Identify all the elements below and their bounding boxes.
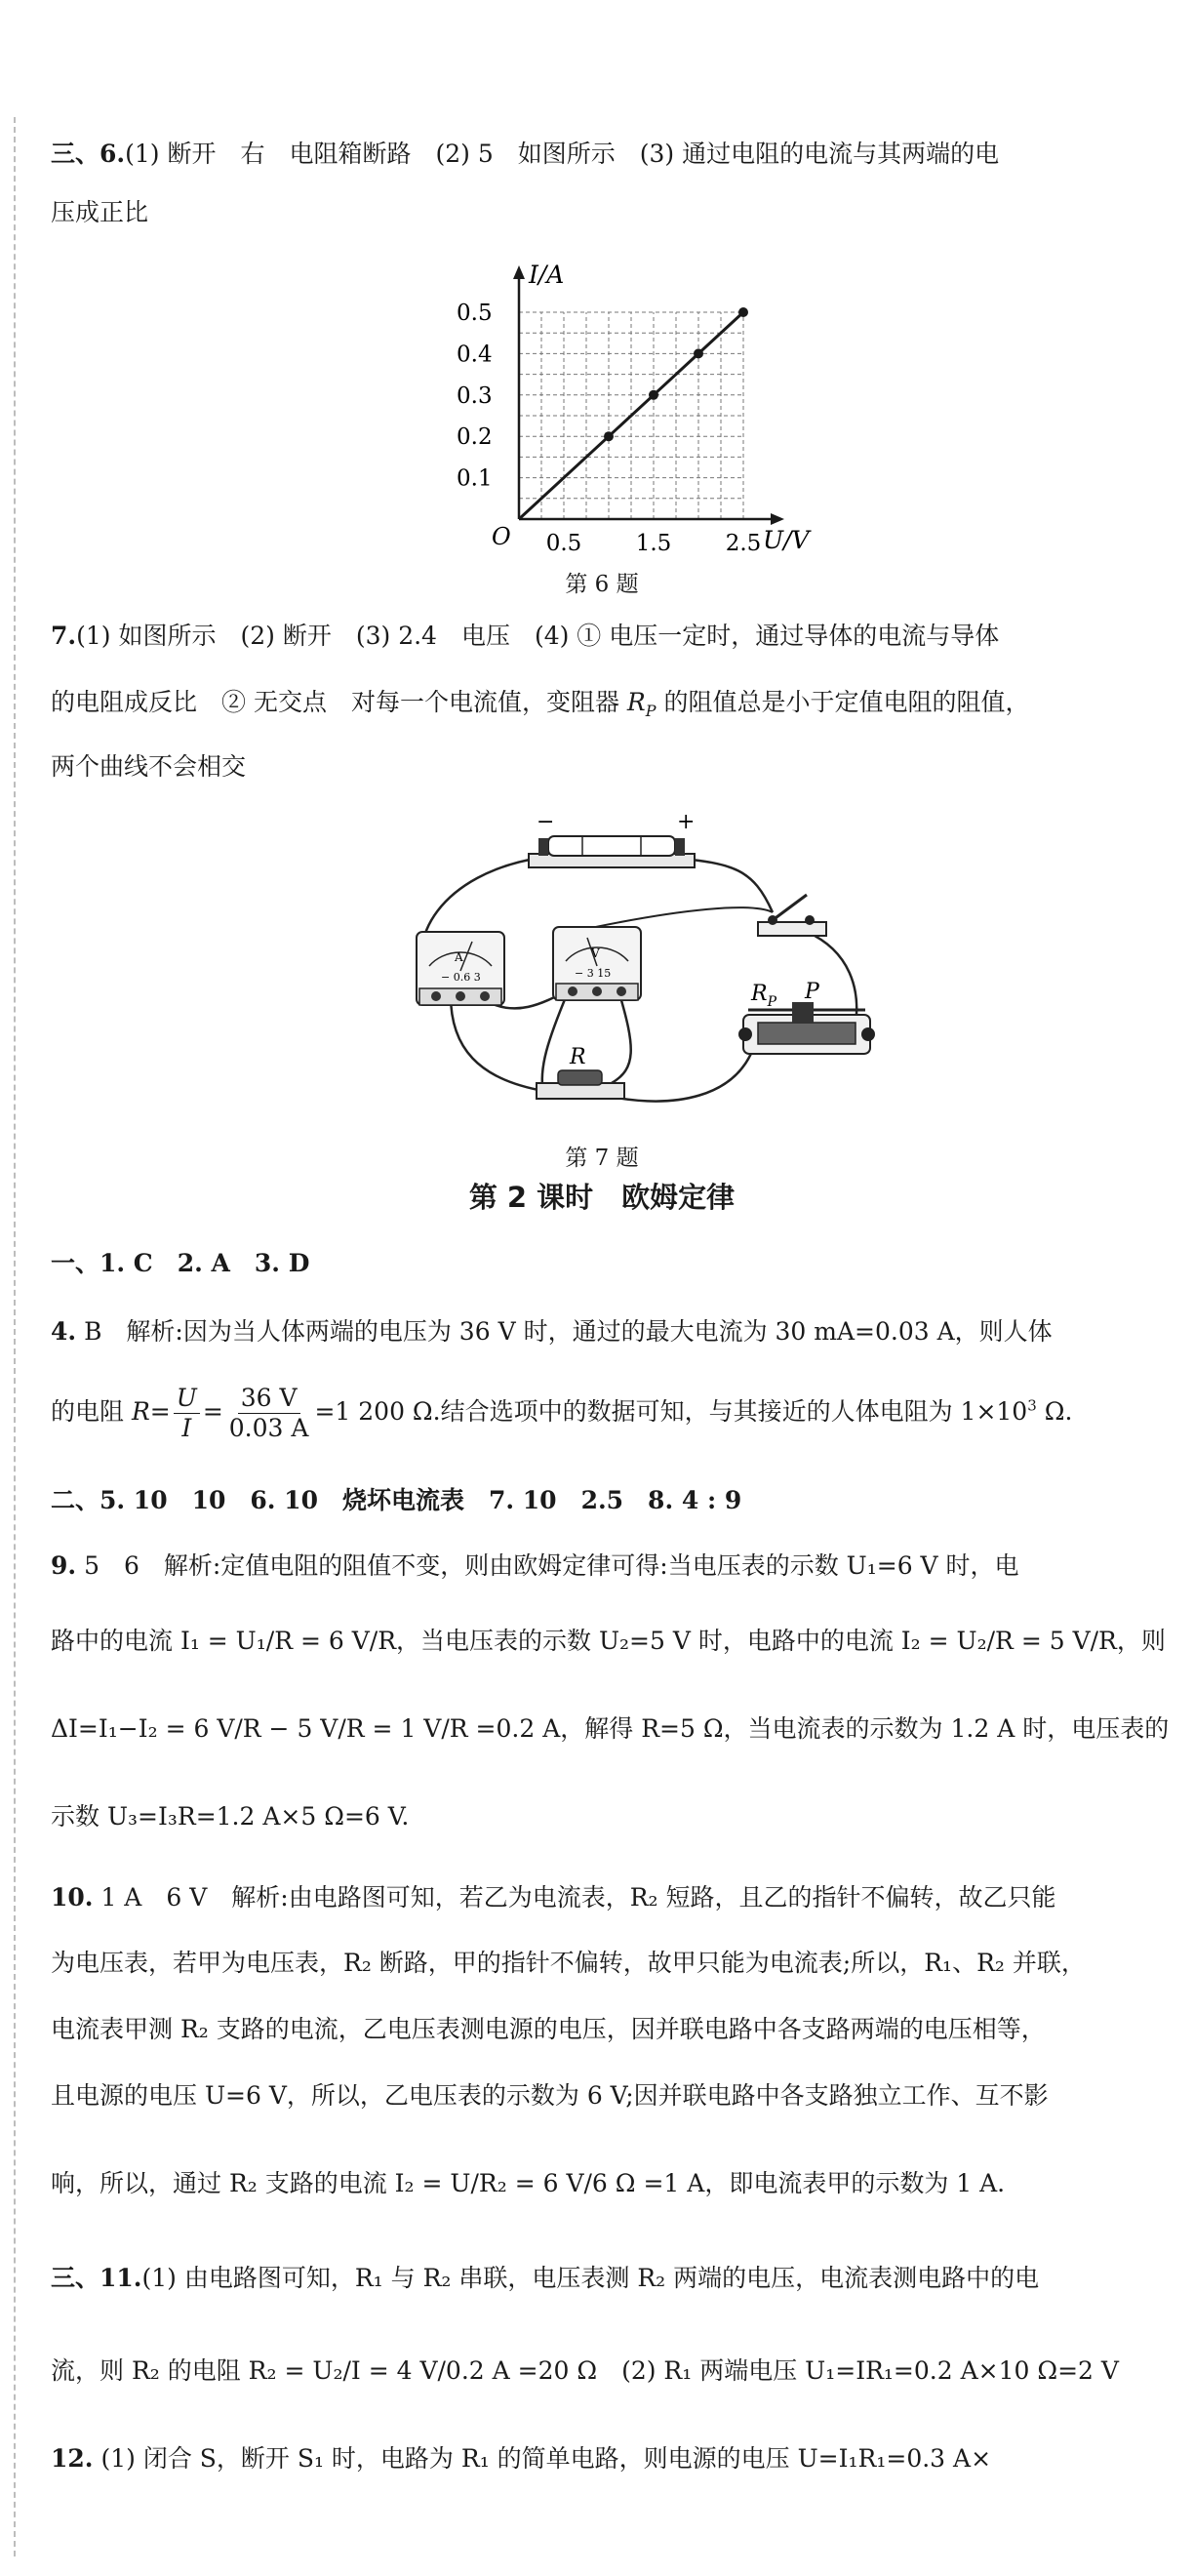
ammeter-terminals: − 0.6 3 [441, 971, 481, 984]
a9-line-2: 路中的电流 I₁ = U₁/R = 6 V/R，当电压表的示数 U₂=5 V 时，电路中的电流 I₂ = U₂/R = 5 V/R，则 [51, 1627, 1166, 1655]
a4-text-1: B 解析:因为当人体两端的电压为 36 V 时，通过的最大电流为 30 mA=0.03 A，则人体 [84, 1317, 1053, 1346]
a10-line-2: 为电压表，若甲为电压表，R₂ 断路，甲的指针不偏转，故甲只能为电流表;所以，R₁、R₂ 并联， [51, 1949, 1086, 1977]
q7-line-3: 两个曲线不会相交 [51, 752, 247, 781]
x-tick-label: 0.5 [545, 531, 582, 556]
wire-ammeter-resistor [451, 995, 538, 1090]
q6-line-2: 压成正比 [51, 198, 149, 226]
battery-minus: − [537, 810, 555, 834]
a4-frac-values [226, 1384, 312, 1443]
a11-line-1 [51, 2259, 1153, 2298]
a11-text-1: (1) 由电路图可知，R₁ 与 R₂ 串联，电压表测 R₂ 两端的电压，电流表测电路中的电 [141, 2264, 1040, 2292]
a5-line: 二、5. 10 10 6. 10 烧坏电流表 7. 10 2.5 8. 4 : 9 [51, 1486, 742, 1514]
chart-series [519, 307, 748, 519]
y-tick-label: 0.2 [457, 424, 493, 451]
q7-line-2 [51, 683, 1153, 731]
battery-plus: + [677, 810, 696, 834]
a10-line-5: 响，所以，通过 R₂ 支路的电流 I₂ = U/R₂ = 6 V/6 Ω =1 A，即电流表甲的示数为 1 A. [51, 2169, 1006, 2197]
q7-text-1: (1) 如图所示 (2) 断开 (3) 2.4 电压 (4) ① 电压一定时，通过导体的电流与导体 [76, 622, 1000, 650]
rheostat-label: $R_P$ [751, 982, 776, 1010]
data-point [604, 431, 614, 441]
a4-frac2-num: 36 V [238, 1384, 300, 1414]
a4-text-2c: Ω. [1036, 1397, 1073, 1426]
ammeter-letter: A [455, 950, 463, 964]
a9-text-1: 5 6 解析:定值电阻的阻值不变，则由欧姆定律可得:当电压表的示数 U₁=6 V 时，电 [84, 1551, 1019, 1580]
a10-line-4: 且电源的电压 U=6 V，所以，乙电压表的示数为 6 V;因并联电路中各支路独立工作、互不影 [51, 2081, 1049, 2110]
fixed-resistor [537, 1045, 624, 1099]
wire-resistor-rheostat [617, 1049, 753, 1101]
a10-line-3: 电流表甲测 R₂ 支路的电流，乙电压表测电源的电压，因并联电路中各支路两端的电压相等， [51, 2015, 1046, 2043]
a11-number: 三、11. [51, 2264, 142, 2292]
wire-voltmeter-resistor [612, 990, 631, 1083]
a4-frac1-den: I [181, 1414, 192, 1442]
data-point [738, 307, 748, 317]
data-point [649, 390, 658, 400]
battery [529, 810, 695, 867]
fig6-caption: 第 6 题 [565, 572, 639, 597]
q6-number: 三、6. [51, 140, 126, 168]
y-axis-arrow [513, 265, 525, 279]
a9-line-4: 示数 U₃=I₃R=1.2 A×5 Ω=6 V. [51, 1802, 410, 1831]
a10-line-1 [51, 1878, 1153, 1917]
y-tick-label: 0.5 [457, 301, 493, 326]
a4-frac2-den: 0.03 A [228, 1414, 309, 1442]
resistor-label: R [570, 1045, 586, 1069]
current-voltage-graph [421, 256, 831, 556]
a12-line-1 [51, 2439, 1153, 2478]
x-tick-label: 2.5 [725, 531, 762, 556]
a11-line-2: 流，则 R₂ 的电阻 R₂ = U₂/I = 4 V/0.2 A =20 Ω (2) R₁ 两端电压 U₁=IR₁=0.2 A×10 Ω=2 V [51, 2356, 1119, 2385]
a9-line-1 [51, 1547, 1153, 1586]
y-tick-label: 0.3 [457, 382, 493, 409]
x-axis-label: U/V [763, 526, 810, 554]
a12-text-1: (1) 闭合 S，断开 S₁ 时，电路为 R₁ 的简单电路，则电源的电压 U=I₁R₁=0.3 A× [100, 2444, 992, 2473]
x-tick-label: 1.5 [635, 531, 672, 556]
slider-label: P [805, 980, 819, 1004]
a4-line-1 [51, 1312, 1153, 1351]
rp-symbol: $R_P$ [618, 688, 657, 720]
a1-line: 一、1. C 2. A 3. D [51, 1249, 310, 1277]
a10-number: 10. [51, 1883, 94, 1912]
origin-label: O [492, 523, 511, 550]
x-axis-arrow [771, 513, 784, 525]
a4-text-2b: =1 200 Ω.结合选项中的数据可知，与其接近的人体电阻为 1×10 [314, 1397, 1028, 1426]
a9-line-3: ΔI=I₁−I₂ = 6 V/R − 5 V/R = 1 V/R =0.2 A，解得 R=5 Ω，当电流表的示数为 1.2 A 时，电压表的 [51, 1714, 1170, 1743]
a4-line-2: 的电阻 R= $\frac{U}{I}$ = $\frac{36 V}{0.03 A}$ =1 200 Ω.结合选项中的数据可知，与其接近的人体电阻为 $1\times 10^3$ Ω. [51, 1384, 1073, 1442]
y-tick-label: 0.1 [457, 465, 493, 492]
voltmeter-terminals: − 3 15 [575, 967, 612, 980]
q6-text-1: (1) 断开 右 电阻箱断路 (2) 5 如图所示 (3) 通过电阻的电流与其两端的电 [125, 140, 1000, 168]
q7-number: 7. [51, 622, 77, 650]
y-axis-label: I/A [529, 261, 565, 289]
y-tick-label: 0.4 [457, 342, 493, 368]
voltmeter [553, 927, 641, 1000]
ammeter [417, 932, 504, 1005]
q7-text-2b: 的阻值总是小于定值电阻的阻值， [663, 688, 1030, 716]
a4-exponent: 3 [1027, 1396, 1037, 1415]
a10-text-1: 1 A 6 V 解析:由电路图可知，若乙为电流表，R₂ 短路，且乙的指针不偏转，故乙只能 [100, 1883, 1056, 1912]
a4-frac-ui [174, 1384, 200, 1443]
binding-margin-line [14, 117, 16, 2556]
section-title: 第 2 课时 欧姆定律 [468, 1181, 736, 1214]
circuit-diagram [363, 810, 909, 1127]
data-point [694, 348, 703, 358]
q6-line-1 [51, 135, 1153, 174]
a9-number: 9. [51, 1551, 77, 1580]
a4-text-2a: 的电阻 [51, 1397, 125, 1426]
fig7-caption: 第 7 题 [565, 1146, 639, 1171]
q7-text-2a: 的电阻成反比 ② 无交点 对每一个电流值，变阻器 [51, 688, 619, 716]
a12-number: 12. [51, 2444, 94, 2473]
a4-number: 4. [51, 1317, 77, 1346]
q7-line-1 [51, 617, 1153, 656]
voltmeter-letter: V [591, 946, 600, 960]
a4-frac1-num: U [174, 1384, 200, 1414]
a4-r-symbol: R [131, 1397, 150, 1426]
